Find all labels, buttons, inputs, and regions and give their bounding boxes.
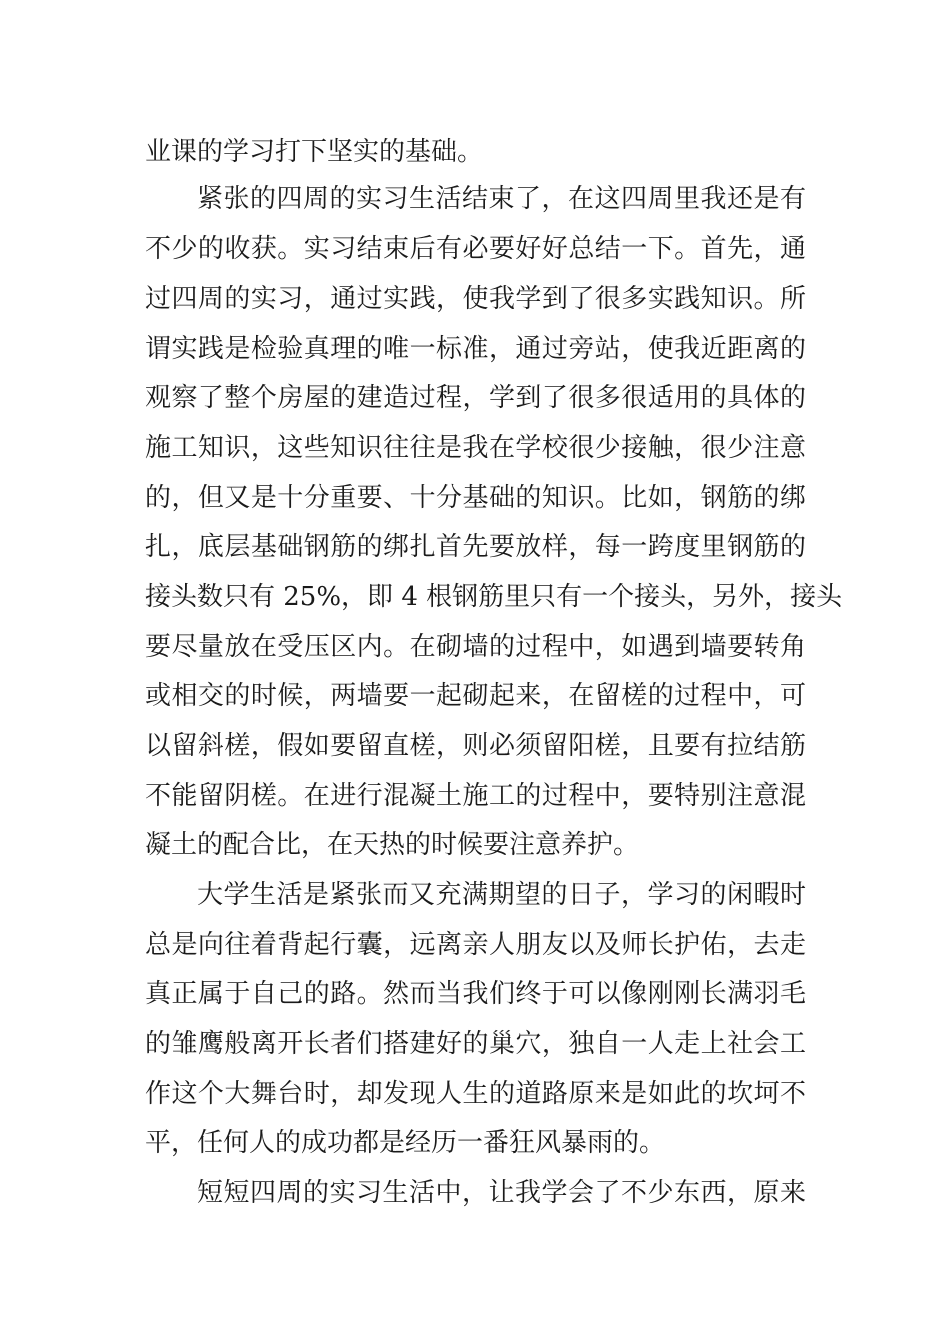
text-line: 施工知识，这些知识往往是我在学校很少接触，很少注意 bbox=[145, 433, 806, 463]
paragraph-first-line: 紧张的四周的实习生活结束了，在这四周里我还是有 bbox=[197, 184, 806, 214]
text-line: 真正属于自己的路。然而当我们终于可以像刚刚长满羽毛 bbox=[145, 979, 806, 1009]
text-line: 扎，底层基础钢筋的绑扎首先要放样，每一跨度里钢筋的 bbox=[145, 532, 806, 562]
paragraph-last-line: 平，任何人的成功都是经历一番狂风暴雨的。 bbox=[145, 1128, 666, 1158]
paragraph-first-line: 短短四周的实习生活中，让我学会了不少东西，原来 bbox=[197, 1178, 806, 1208]
text-line: 不少的收获。实习结束后有必要好好总结一下。首先，通 bbox=[145, 234, 806, 264]
text-line: 或相交的时候，两墙要一起砌起来，在留槎的过程中，可 bbox=[145, 681, 806, 711]
text-line: 过四周的实习，通过实践，使我学到了很多实践知识。所 bbox=[145, 284, 806, 314]
text-line: 作这个大舞台时，却发现人生的道路原来是如此的坎坷不 bbox=[145, 1079, 806, 1109]
text-line: 观察了整个房屋的建造过程，学到了很多很适用的具体的 bbox=[145, 383, 806, 413]
text-line: 的雏鹰般离开长者们搭建好的巢穴，独自一人走上社会工 bbox=[145, 1029, 806, 1059]
text-line: 不能留阴槎。在进行混凝土施工的过程中，要特别注意混 bbox=[145, 781, 806, 811]
paragraph-last-line: 凝土的配合比，在天热的时候要注意养护。 bbox=[145, 830, 640, 860]
text-line: 的，但又是十分重要、十分基础的知识。比如，钢筋的绑 bbox=[145, 483, 806, 513]
paragraph-first-line: 大学生活是紧张而又充满期望的日子，学习的闲暇时 bbox=[197, 880, 806, 910]
text-line: 接头数只有 25%，即 4 根钢筋里只有一个接头，另外，接头 bbox=[145, 582, 843, 612]
text-line: 业课的学习打下坚实的基础。 bbox=[145, 137, 484, 167]
text-line: 要尽量放在受压区内。在砌墙的过程中，如遇到墙要转角 bbox=[145, 632, 806, 662]
text-line: 总是向往着背起行囊，远离亲人朋友以及师长护佑，去走 bbox=[145, 930, 806, 960]
text-line: 谓实践是检验真理的唯一标准，通过旁站，使我近距离的 bbox=[145, 334, 806, 364]
text-line: 以留斜槎，假如要留直槎，则必须留阳槎，且要有拉结筋 bbox=[145, 731, 806, 761]
